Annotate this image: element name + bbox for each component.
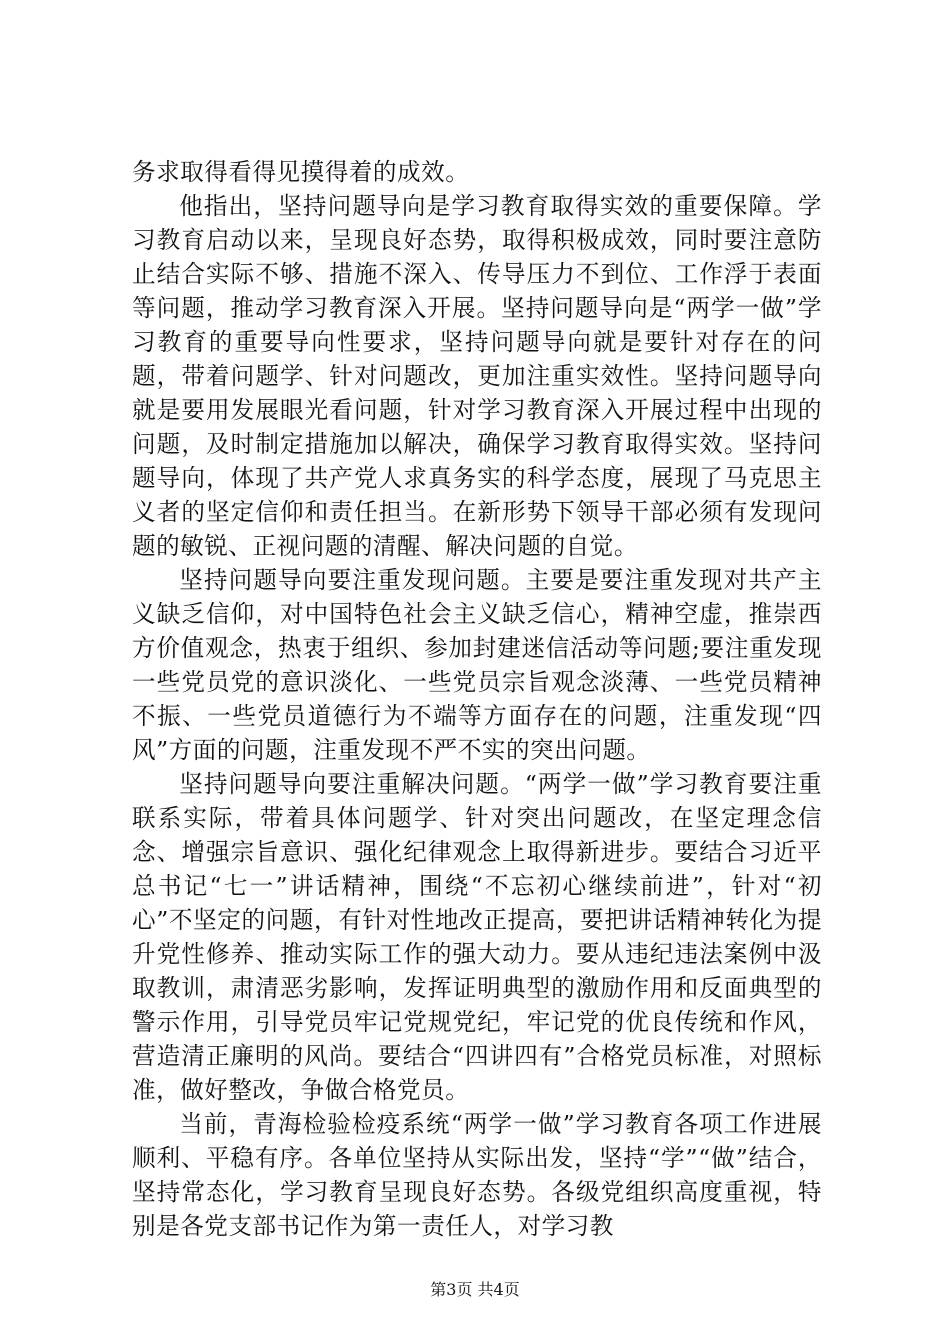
document-body xyxy=(132,155,822,1243)
paragraph-3: 坚持问题导向要注重发现问题。主要是要注重发现对共产主义缺乏信仰，对中国特色社会主义缺乏信心，精神空虚，推崇西方价值观念，热衷于组织、参加封建迷信活动等问题;要注重发现一些党员党的意识淡化、一些党员宗旨观念淡薄、一些党员精神不振、一些党员道德行为不端等方面存在的问题，注重发现“四风”方面的问题，注重发现不严不实的突出问题。 xyxy=(132,566,822,764)
paragraph-2: 他指出，坚持问题导向是学习教育取得实效的重要保障。学习教育启动以来，呈现良好态势，取得积极成效，同时要注意防止结合实际不够、措施不深入、传导压力不到位、工作浮于表面等问题，推动学习教育深入开展。坚持问题导向是“两学一做”学习教育的重要导向性要求，坚持问题导向就是要针对存在的问题，带着问题学、针对问题改，更加注重实效性。坚持问题导向就是要用发展眼光看问题，针对学习教育深入开展过程中出现的问题，及时制定措施加以解决，确保学习教育取得实效。坚持问题导向，体现了共产党人求真务实的科学态度，展现了马克思主义者的坚定信仰和责任担当。在新形势下领导干部必须有发现问题的敏锐、正视问题的清醒、解决问题的自觉。 xyxy=(132,192,822,560)
paragraph-4: 坚持问题导向要注重解决问题。“两学一做”学习教育要注重联系实际，带着具体问题学、针对突出问题改，在坚定理念信念、增强宗旨意识、强化纪律观念上取得新进步。要结合习近平总书记“七一”讲话精神，围绕“不忘初心继续前进”，针对“初心”不坚定的问题，有针对性地改正提高，要把讲话精神转化为提升党性修养、推动实际工作的强大动力。要从违纪违法案例中汲取教训，肃清恶劣影响，发挥证明典型的激励作用和反面典型的警示作用，引导党员牢记党规党纪，牢记党的优良传统和作风，营造清正廉明的风尚。要结合“四讲四有”合格党员标准，对照标准，做好整改，争做合格党员。 xyxy=(132,770,822,1104)
paragraph-5: 当前，青海检验检疫系统“两学一做”学习教育各项工作进展顺利、平稳有序。各单位坚持从实际出发，坚持“学”“做”结合，坚持常态化，学习教育呈现良好态势。各级党组织高度重视，特别是各党支部书记作为第一责任人，对学习教 xyxy=(132,1110,822,1240)
paragraph-1: 务求取得看得见摸得着的成效。 xyxy=(132,158,470,186)
page-footer: 第3页 共4页 xyxy=(430,1280,520,1299)
